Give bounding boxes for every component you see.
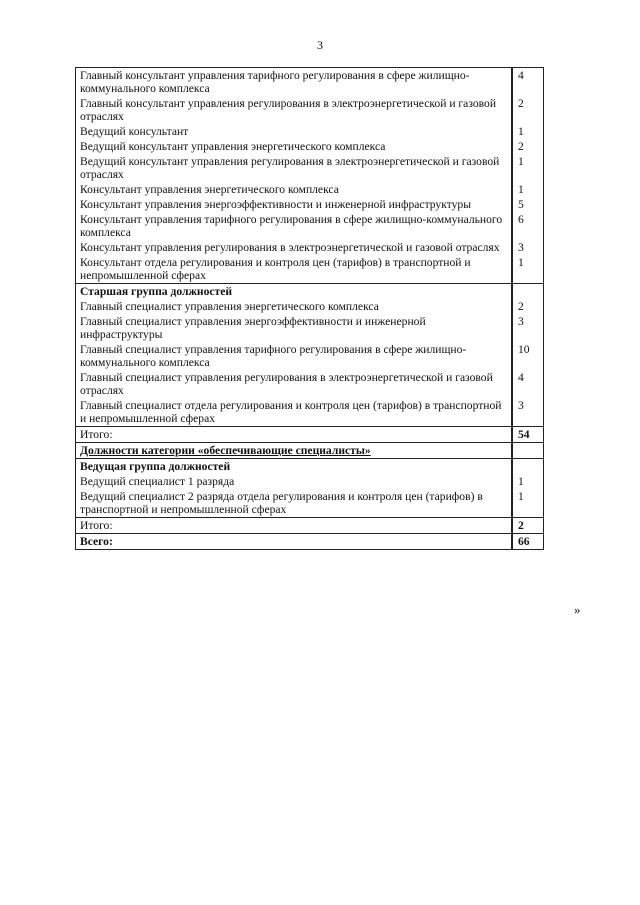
- subtotal-row: [76, 427, 544, 443]
- table-row: [76, 314, 544, 342]
- position-count: 2: [512, 96, 544, 124]
- subtotal-label: Итого:: [76, 518, 513, 534]
- position-name: Ведущий консультант: [76, 124, 513, 139]
- position-name: Ведущий консультант управления энергетического комплекса: [76, 139, 513, 154]
- position-count: 10: [512, 342, 544, 370]
- position-name: Главный специалист управления энергоэффективности и инженерной инфраструктуры: [76, 314, 513, 342]
- table-row: [76, 68, 544, 97]
- position-count: 4: [512, 370, 544, 398]
- page-number: 3: [317, 38, 323, 52]
- position-name: Главный специалист управления регулирования в электроэнергетической и газовой отраслях: [76, 370, 513, 398]
- position-count: 1: [512, 474, 544, 489]
- position-count: 2: [512, 299, 544, 314]
- table-row: [76, 212, 544, 240]
- position-name: Ведущий консультант управления регулирования в электроэнергетической и газовой отраслях: [76, 154, 513, 182]
- position-count: 6: [512, 212, 544, 240]
- position-name: Ведущий специалист 1 разряда: [76, 474, 513, 489]
- closing-quote: »: [574, 602, 581, 617]
- position-count: 5: [512, 197, 544, 212]
- position-count: 1: [512, 124, 544, 139]
- table-row: [76, 489, 544, 518]
- position-count: 3: [512, 314, 544, 342]
- position-count: [512, 459, 544, 475]
- position-name: Ведущий специалист 2 разряда отдела регулирования и контроля цен (тарифов) в транспортной и непромышленной сферах: [76, 489, 513, 518]
- table-row: [76, 342, 544, 370]
- table-row: [76, 370, 544, 398]
- category-header-row: [76, 443, 544, 459]
- position-count: [512, 284, 544, 300]
- position-name: Консультант отдела регулирования и контроля цен (тарифов) в транспортной и непромышленной сферах: [76, 255, 513, 284]
- position-count: 2: [512, 139, 544, 154]
- subtotal-label: Итого:: [76, 427, 513, 443]
- table-row: [76, 197, 544, 212]
- grand-total-value: 66: [512, 534, 544, 550]
- table-row: [76, 182, 544, 197]
- position-name: Консультант управления регулирования в электроэнергетической и газовой отраслях: [76, 240, 513, 255]
- table-row: [76, 240, 544, 255]
- table-row: [76, 255, 544, 284]
- staffing-table: [75, 67, 544, 550]
- position-name: Консультант управления тарифного регулирования в сфере жилищно-коммунального комплекса: [76, 212, 513, 240]
- position-name: Главный специалист управления энергетического комплекса: [76, 299, 513, 314]
- position-count: [512, 443, 544, 459]
- position-count: 1: [512, 182, 544, 197]
- table-row: [76, 124, 544, 139]
- table-row: [76, 96, 544, 124]
- group-header: Ведущая группа должностей: [76, 459, 513, 475]
- table-row: [76, 474, 544, 489]
- group-header: Старшая группа должностей: [76, 284, 513, 300]
- subtotal-row: [76, 518, 544, 534]
- group-header-row: [76, 284, 544, 300]
- position-name: Главный специалист управления тарифного регулирования в сфере жилищно-коммунального комплекса: [76, 342, 513, 370]
- category-header: Должности категории «обеспечивающие специалисты»: [76, 443, 513, 459]
- position-count: 1: [512, 489, 544, 518]
- group-header-row: [76, 459, 544, 475]
- table-row: [76, 299, 544, 314]
- subtotal-value: 2: [512, 518, 544, 534]
- subtotal-value: 54: [512, 427, 544, 443]
- table-row: [76, 398, 544, 427]
- position-count: 4: [512, 68, 544, 97]
- position-count: 3: [512, 240, 544, 255]
- position-name: Консультант управления энергоэффективности и инженерной инфраструктуры: [76, 197, 513, 212]
- position-name: Главный специалист отдела регулирования и контроля цен (тарифов) в транспортной и непромышленной сферах: [76, 398, 513, 427]
- table-row: [76, 139, 544, 154]
- table-row: [76, 154, 544, 182]
- position-count: 1: [512, 154, 544, 182]
- position-name: Консультант управления энергетического комплекса: [76, 182, 513, 197]
- grand-total-row: [76, 534, 544, 550]
- position-name: Главный консультант управления регулирования в электроэнергетической и газовой отраслях: [76, 96, 513, 124]
- position-name: Главный консультант управления тарифного регулирования в сфере жилищно-коммунального комплекса: [76, 68, 513, 97]
- grand-total-label: Всего:: [76, 534, 513, 550]
- position-count: 3: [512, 398, 544, 427]
- position-count: 1: [512, 255, 544, 284]
